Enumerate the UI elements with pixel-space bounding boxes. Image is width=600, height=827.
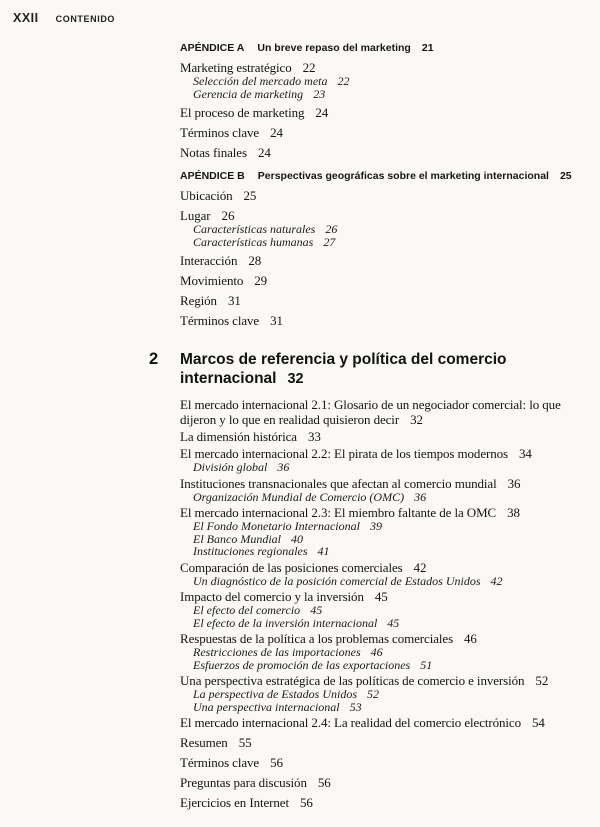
toc-entry xyxy=(180,560,600,575)
toc-entry-page-number: 24 xyxy=(270,125,283,140)
page-number: XXII xyxy=(13,11,39,25)
toc-entry-page-number: 55 xyxy=(238,735,252,750)
toc-entry-title: Respuestas de la política a los problemas comerciales xyxy=(180,631,454,646)
toc-entry-title: El efecto de la inversión internacional xyxy=(193,615,378,630)
page-header xyxy=(13,11,115,25)
toc-entry-title: Impacto del comercio y la inversión xyxy=(180,589,364,604)
toc-entry-title: Instituciones regionales xyxy=(193,544,308,558)
toc-entry-page-number: 45 xyxy=(374,589,388,604)
toc-entry-page-number: 56 xyxy=(270,755,283,770)
toc-entry-page-number: 39 xyxy=(369,519,382,533)
toc-entry-page-number: 26 xyxy=(221,208,235,223)
toc-entry-page-number: 31 xyxy=(270,313,283,328)
toc-list xyxy=(149,41,600,810)
table-of-contents xyxy=(149,32,600,810)
toc-entry-page-number: 45 xyxy=(310,603,323,617)
toc-entry-title: Un breve repaso del marketing xyxy=(257,42,411,54)
toc-entry-page-number: 56 xyxy=(317,775,331,790)
toc-entry-page-number: 24 xyxy=(315,105,329,120)
toc-entry-page-number: 24 xyxy=(257,145,271,160)
toc-entry-page-number: 32 xyxy=(287,371,304,387)
toc-entry-title: El efecto del comercio xyxy=(193,603,301,617)
toc-entry xyxy=(180,253,600,268)
toc-entry-title: La dimensión histórica xyxy=(180,429,297,444)
toc-entry-page-number: 42 xyxy=(413,559,427,575)
toc-entry-page-number: 52 xyxy=(535,673,549,688)
toc-entry xyxy=(180,735,600,750)
toc-entry-page-number: 26 xyxy=(325,222,338,236)
toc-entry-page-number: 34 xyxy=(519,446,532,461)
toc-entry-page-number: 22 xyxy=(337,74,350,88)
toc-entry-title: Resumen xyxy=(180,735,228,750)
toc-entry xyxy=(180,429,600,444)
toc-entry-page-number: 22 xyxy=(302,60,316,75)
toc-entry xyxy=(193,461,600,474)
toc-entry-page-number: 25 xyxy=(559,170,572,182)
appendix-label: APÉNDICE A xyxy=(180,42,245,54)
toc-entry xyxy=(193,575,600,588)
toc-entry-title: Preguntas para discusión xyxy=(180,775,307,790)
toc-entry-page-number: 46 xyxy=(464,631,477,646)
toc-entry xyxy=(180,313,600,328)
toc-chapter-heading xyxy=(149,350,600,389)
toc-entry xyxy=(180,589,600,604)
toc-entry-page-number: 33 xyxy=(307,429,321,444)
toc-entry-title: Términos clave xyxy=(180,755,260,770)
toc-entry-title: Organización Mundial de Comercio (OMC) xyxy=(193,489,405,504)
toc-entry xyxy=(180,208,600,223)
toc-entry-page-number: 25 xyxy=(243,188,257,203)
toc-entry-page-number: 51 xyxy=(420,657,433,672)
toc-entry xyxy=(180,125,600,140)
toc-entry xyxy=(180,505,600,520)
running-head: CONTENIDO xyxy=(55,14,116,24)
toc-entry xyxy=(193,617,600,630)
toc-entry-title: Lugar xyxy=(180,208,211,223)
toc-entry xyxy=(193,659,600,672)
toc-entry-title: Ubicación xyxy=(180,188,233,203)
toc-entry-title: Restricciones de las importaciones xyxy=(193,645,361,659)
toc-entry xyxy=(180,631,600,646)
toc-entry-title: Características naturales xyxy=(193,222,316,236)
toc-entry-title: Marcos de referencia y política del comercio internacional xyxy=(180,351,507,387)
toc-entry-page-number: 56 xyxy=(299,795,313,810)
toc-entry-title: Una perspectiva internacional xyxy=(193,699,340,714)
toc-entry-title: Términos clave xyxy=(180,125,260,140)
toc-entry xyxy=(193,236,600,249)
toc-entry xyxy=(180,145,600,160)
toc-entry xyxy=(180,105,600,120)
toc-entry-page-number: 41 xyxy=(317,544,330,558)
toc-entry-title: Términos clave xyxy=(180,313,260,328)
toc-entry-title: El mercado internacional 2.3: El miembro faltante de la OMC xyxy=(180,505,497,520)
toc-entry-page-number: 36 xyxy=(507,475,521,491)
toc-entry-title: La perspectiva de Estados Unidos xyxy=(193,687,357,701)
toc-entry-title: Instituciones transnacionales que afectan al comercio mundial xyxy=(180,475,497,491)
toc-entry xyxy=(180,293,600,308)
toc-entry-title: El mercado internacional 2.2: El pirata de los tiempos modernos xyxy=(180,446,508,461)
chapter-number: 2 xyxy=(149,350,159,368)
toc-entry xyxy=(180,795,600,810)
toc-entry-page-number: 36 xyxy=(277,460,290,474)
toc-entry xyxy=(180,60,600,75)
toc-entry-title: Región xyxy=(180,293,217,308)
toc-entry-title: Interacción xyxy=(180,253,238,268)
toc-entry-page-number: 54 xyxy=(532,715,545,730)
toc-entry-title: Movimiento xyxy=(180,273,244,288)
toc-entry-page-number: 52 xyxy=(367,687,379,701)
toc-entry xyxy=(180,715,600,730)
toc-entry xyxy=(180,755,600,770)
toc-entry-page-number: 31 xyxy=(227,293,241,308)
toc-entry-page-number: 21 xyxy=(421,42,434,54)
toc-entry xyxy=(193,701,600,714)
toc-entry-page-number: 23 xyxy=(313,86,326,101)
toc-entry xyxy=(193,491,600,504)
toc-entry-page-number: 28 xyxy=(248,253,262,268)
toc-entry xyxy=(193,545,600,558)
toc-entry-title: Perspectivas geográficas sobre el marketing internacional xyxy=(257,170,549,182)
appendix-label: APÉNDICE B xyxy=(180,170,245,182)
toc-entry xyxy=(180,273,600,288)
toc-entry xyxy=(193,88,600,101)
toc-entry-title: Notas finales xyxy=(180,145,247,160)
toc-entry-page-number: 45 xyxy=(387,615,400,630)
toc-entry-title: Una perspectiva estratégica de las políticas de comercio e inversión xyxy=(180,673,525,688)
toc-entry xyxy=(180,446,600,461)
toc-entry-title: División global xyxy=(193,460,268,474)
toc-entry-title: Esfuerzos de promoción de las exportaciones xyxy=(193,657,411,672)
toc-entry-page-number: 46 xyxy=(370,645,383,659)
toc-entry-page-number: 53 xyxy=(349,699,362,714)
toc-entry xyxy=(180,397,600,427)
toc-entry-page-number: 40 xyxy=(290,531,303,546)
toc-entry xyxy=(180,188,600,203)
toc-entry-title: Un diagnóstico de la posición comercial de Estados Unidos xyxy=(193,573,481,588)
toc-entry-title: Gerencia de marketing xyxy=(193,86,304,101)
toc-entry-title: El mercado internacional 2.4: La realidad del comercio electrónico xyxy=(180,715,521,730)
toc-entry-page-number: 42 xyxy=(490,573,503,588)
toc-entry-page-number: 27 xyxy=(323,234,336,249)
toc-entry-page-number: 32 xyxy=(410,412,423,427)
toc-entry-title: El proceso de marketing xyxy=(180,105,305,120)
toc-entry-title: Marketing estratégico xyxy=(180,60,292,75)
toc-entry-title: El Fondo Monetario Internacional xyxy=(193,519,360,533)
toc-entry xyxy=(180,476,600,491)
toc-entry-page-number: 29 xyxy=(254,273,268,288)
toc-entry xyxy=(180,673,600,688)
toc-entry-title: Ejercicios en Internet xyxy=(180,795,289,810)
toc-entry-title: Selección del mercado meta xyxy=(193,74,328,88)
toc-entry-page-number: 38 xyxy=(507,505,520,520)
toc-appendix-heading xyxy=(180,169,600,183)
toc-entry-title: Comparación de las posiciones comerciales xyxy=(180,559,403,575)
toc-entry-title: El Banco Mundial xyxy=(193,531,281,546)
toc-appendix-heading xyxy=(180,41,600,55)
toc-entry-title: El mercado internacional 2.1: Glosario de un negociador comercial: lo que dijeron y lo que en realidad quisieron decir xyxy=(180,397,561,427)
toc-entry-page-number: 36 xyxy=(414,489,427,504)
toc-entry xyxy=(180,775,600,790)
toc-entry-title: Características humanas xyxy=(193,234,314,249)
